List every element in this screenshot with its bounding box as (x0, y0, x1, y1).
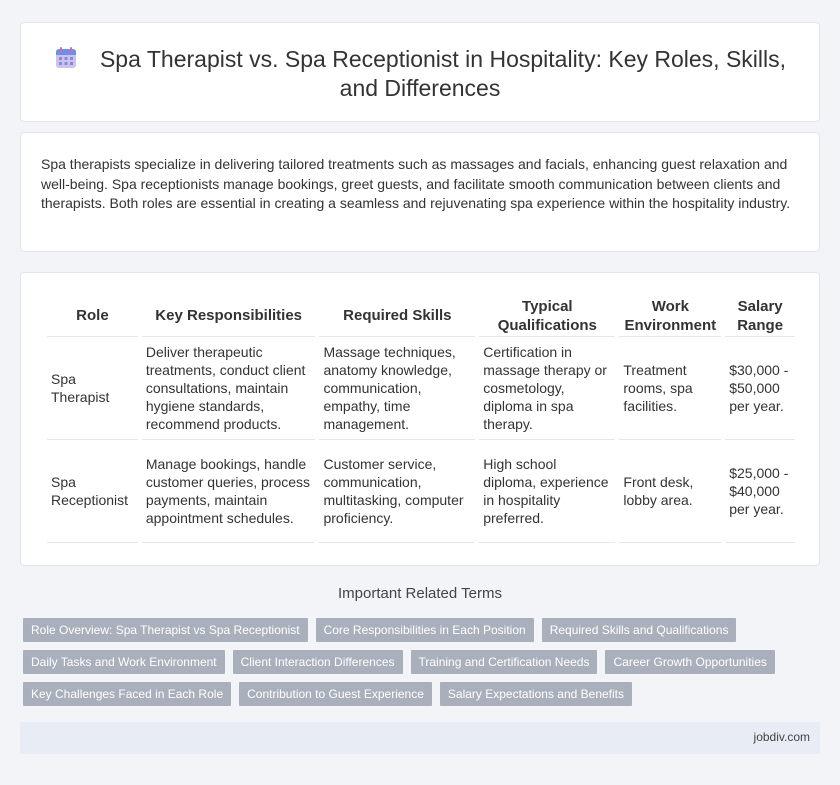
cell-role: Spa Therapist (47, 337, 138, 440)
header-required-skills: Required Skills (319, 295, 475, 337)
cell-qualifications: High school diploma, experience in hospitality preferred. (479, 440, 615, 543)
comparison-table (43, 295, 799, 543)
cell-environment: Front desk, lobby area. (619, 440, 721, 543)
related-term-tag[interactable]: Required Skills and Qualifications (542, 618, 737, 642)
cell-responsibilities: Deliver therapeutic treatments, conduct client consultations, maintain hygiene standards, recommend products. (142, 337, 316, 440)
header-work-environment: Work Environment (619, 295, 721, 337)
header-salary-range: Salary Range (725, 295, 795, 337)
related-term-tag[interactable]: Training and Certification Needs (411, 650, 598, 674)
related-term-tag[interactable]: Daily Tasks and Work Environment (23, 650, 225, 674)
table-header-row (47, 295, 795, 337)
related-term-tag[interactable]: Key Challenges Faced in Each Role (23, 682, 231, 706)
cell-responsibilities: Manage bookings, handle customer queries, process payments, maintain appointment schedules. (142, 440, 316, 543)
related-term-tag[interactable]: Role Overview: Spa Therapist vs Spa Receptionist (23, 618, 308, 642)
related-term-tag[interactable]: Salary Expectations and Benefits (440, 682, 632, 706)
cell-environment: Treatment rooms, spa facilities. (619, 337, 721, 440)
comparison-card (20, 272, 820, 566)
cell-skills: Customer service, communication, multitasking, computer proficiency. (319, 440, 475, 543)
related-terms-list (23, 618, 813, 714)
page-title-text: Spa Therapist vs. Spa Receptionist in Hospitality: Key Roles, Skills, and Differences (99, 46, 787, 101)
header-key-responsibilities: Key Responsibilities (142, 295, 316, 337)
calendar-icon (54, 46, 78, 70)
footer-site-link[interactable]: jobdiv.com (753, 730, 810, 744)
cell-salary: $30,000 - $50,000 per year. (725, 337, 795, 440)
title-card (20, 22, 820, 122)
intro-card (20, 132, 820, 252)
page-title (21, 45, 819, 103)
related-term-tag[interactable]: Client Interaction Differences (233, 650, 403, 674)
cell-role: Spa Receptionist (47, 440, 138, 543)
related-terms-title: Important Related Terms (338, 585, 502, 602)
cell-skills: Massage techniques, anatomy knowledge, communication, empathy, time management. (319, 337, 475, 440)
table-row (47, 337, 795, 440)
related-term-tag[interactable]: Contribution to Guest Experience (239, 682, 432, 706)
cell-salary: $25,000 - $40,000 per year. (725, 440, 795, 543)
header-role: Role (47, 295, 138, 337)
intro-paragraph: Spa therapists specialize in delivering tailored treatments such as massages and facials, enhancing guest relaxation and well-being. Spa receptionists manage bookings, greet guests, and facilitate smooth communication between clients and therapists. Both roles are essential in creating a seamless and rejuvenating spa experience within the hospitality industry. (41, 156, 791, 211)
related-term-tag[interactable]: Career Growth Opportunities (605, 650, 774, 674)
header-typical-qualifications: Typical Qualifications (479, 295, 615, 337)
related-term-tag[interactable]: Core Responsibilities in Each Position (316, 618, 534, 642)
cell-qualifications: Certification in massage therapy or cosmetology, diploma in spa therapy. (479, 337, 615, 440)
table-row (47, 440, 795, 543)
footer-bar (20, 722, 820, 754)
